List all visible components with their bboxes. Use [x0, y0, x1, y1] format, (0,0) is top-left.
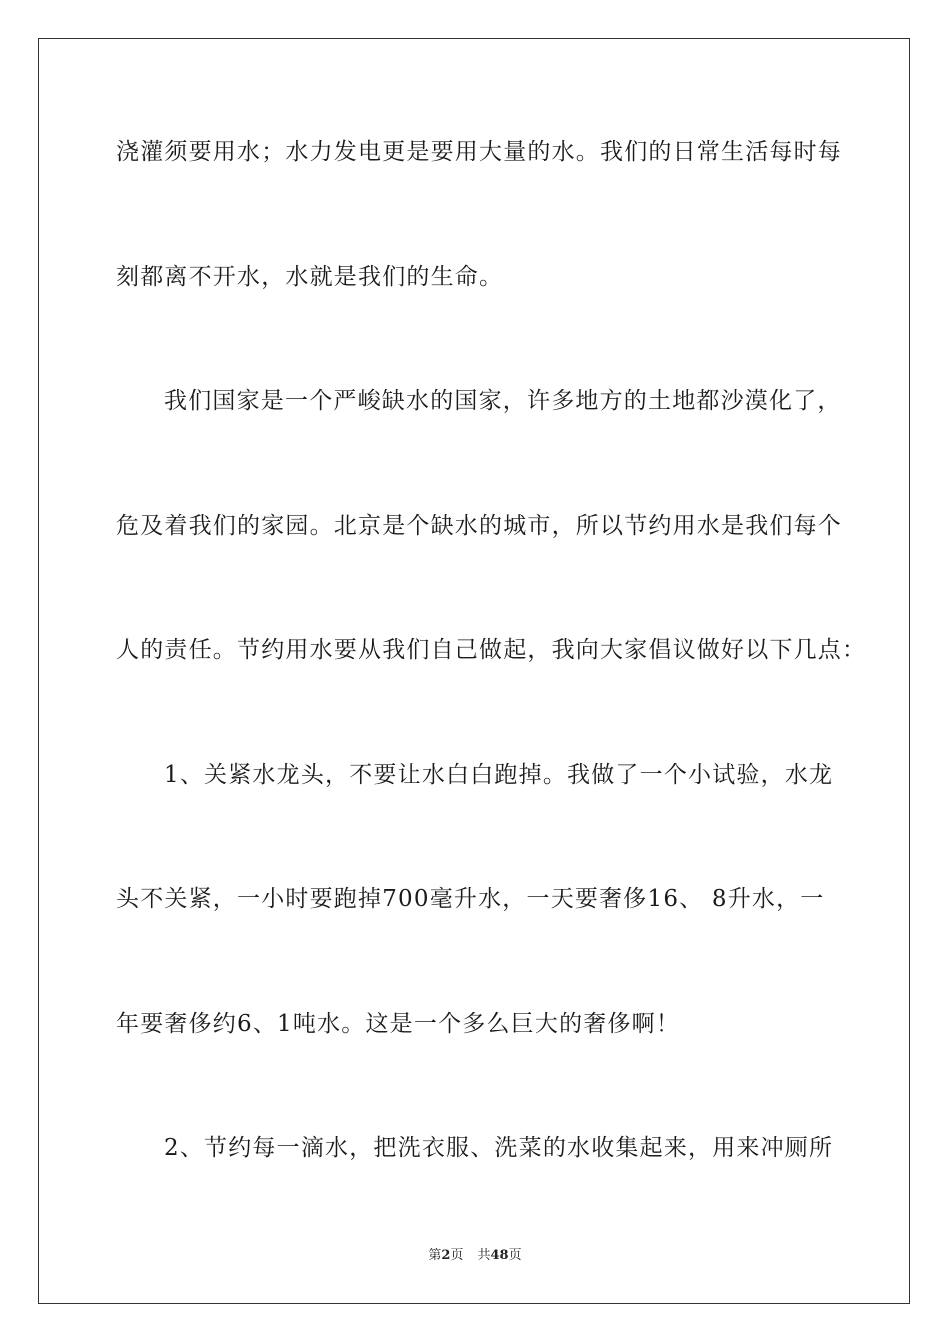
paragraph-line-3: 我们国家是一个严峻缺水的国家，许多地方的土地都沙漠化了， [164, 388, 842, 414]
paragraph-line-1: 浇灌须要用水；水力发电更是要用大量的水。我们的日常生活每时每 [116, 139, 842, 165]
paragraph-line-6: 1、关紧水龙头，不要让水白白跑掉。我做了一个小试验，水龙 [164, 762, 834, 788]
page-border [38, 38, 910, 1304]
paragraph-line-2: 刻都离不开水，水就是我们的生命。 [116, 264, 504, 290]
page-label-suffix: 页 [450, 1248, 464, 1263]
paragraph-line-5: 人的责任。节约用水要从我们自己做起，我向大家倡议做好以下几点： [116, 637, 867, 663]
page-label-prefix: 第 [428, 1248, 442, 1263]
total-label-suffix: 页 [508, 1248, 522, 1263]
page-number: 2 [441, 1248, 451, 1263]
paragraph-line-8: 年要奢侈约6、1吨水。这是一个多么巨大的奢侈啊！ [116, 1011, 681, 1037]
paragraph-line-9: 2、节约每一滴水，把洗衣服、洗菜的水收集起来，用来冲厕所 [164, 1135, 834, 1161]
total-label-prefix: 共 [477, 1248, 491, 1263]
paragraph-line-7: 头不关紧，一小时要跑掉700毫升水，一天要奢侈16、 8升水，一 [116, 886, 825, 912]
total-pages: 48 [490, 1248, 509, 1263]
page-footer [0, 1247, 950, 1265]
paragraph-line-4: 危及着我们的家园。北京是个缺水的城市，所以节约用水是我们每个 [116, 513, 842, 539]
